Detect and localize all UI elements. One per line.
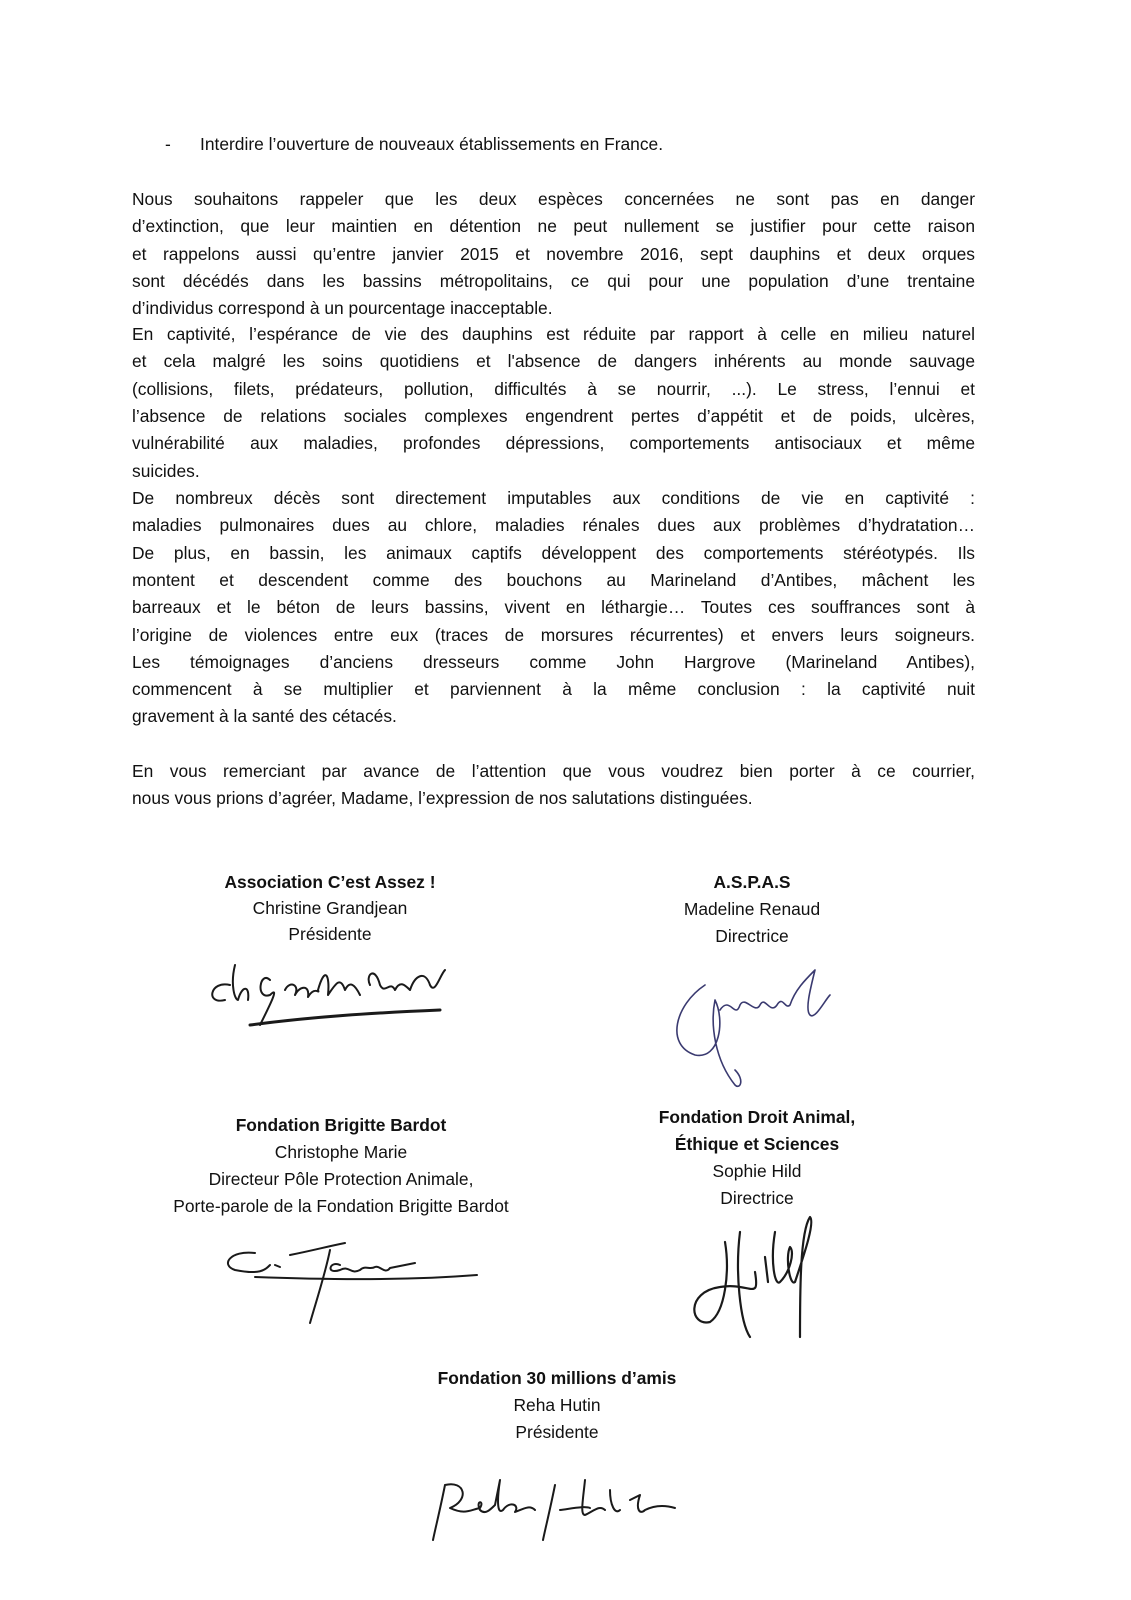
paragraph-line: d’extinction, que leur maintien en détention ne peut nullement se justifier pour cette raison [132,216,975,237]
signature-marie [215,1235,490,1335]
bullet-dash: - [165,134,171,154]
signatory-name: Christophe Marie [274,1142,408,1162]
paragraph-line: et rappelons aussi qu’entre janvier 2015 et novembre 2016, sept dauphins et deux orques [132,243,975,264]
signatory-name: Sophie Hild [712,1161,802,1181]
paragraph-line: Nous souhaitons rappeler que les deux espèces concernées ne sont pas en danger [132,189,975,209]
signatory-org: A.S.P.A.S [713,872,791,892]
paragraph-line: En vous remerciant par avance de l’attention que vous voudrez bien porter à ce courrier, [132,761,975,781]
signatory-role: Directeur Pôle Protection Animale, [208,1169,474,1189]
paragraph-line: commencent à se multiplier et parviennent à la même conclusion : la captivité nuit [132,679,975,700]
signatory-org: Fondation Brigitte Bardot [235,1115,447,1135]
signatory-c-est-assez [100,869,560,947]
signatory-name: Reha Hutin [513,1395,601,1415]
signatory-name: Madeline Renaud [683,899,821,919]
paragraph-line: De nombreux décès sont directement imputables aux conditions de vie en captivité : [132,488,975,508]
signatory-role: Présidente [288,924,372,944]
signatory-30-millions-d-amis [327,1365,787,1446]
paragraph-line: De plus, en bassin, les animaux captifs développent des comportements stéréotypés. Ils [132,542,975,563]
signature-hutin [425,1470,695,1550]
paragraph-line: Les témoignages d’anciens dresseurs comme John Hargrove (Marineland Antibes), [132,651,975,672]
paragraph-line: barreaux et le béton de leurs bassins, vivent en léthargie… Toutes ces souffrances sont à [132,597,975,618]
paragraph-line: gravement à la santé des cétacés. [132,706,397,727]
paragraph-line: nous vous prions d’agréer, Madame, l’expression de nos salutations distinguées. [132,788,753,809]
signatory-name: Christine Grandjean [252,898,408,918]
signatory-role: Porte-parole de la Fondation Brigitte Bardot [173,1196,509,1216]
signatory-role: Présidente [515,1422,599,1442]
signatory-role: Directrice [720,1188,794,1208]
paragraph-line: En captivité, l’espérance de vie des dauphins est réduite par rapport à celle en milieu naturel [132,324,975,344]
paragraph-line: l’origine de violences entre eux (traces de morsures récurrentes) et envers leurs soigneurs. [132,624,975,645]
signatory-org: Fondation 30 millions d’amis [437,1368,677,1388]
paragraph-line: maladies pulmonaires dues au chlore, maladies rénales dues aux problèmes d’hydratation… [132,515,975,536]
bullet-text: Interdire l’ouverture de nouveaux établissements en France. [200,134,664,154]
signatory-brigitte-bardot [111,1112,571,1220]
paragraph-line: d’individus correspond à un pourcentage inacceptable. [132,298,553,319]
signatory-role: Directrice [715,926,789,946]
paragraph-line: montent et descendent comme des bouchons au Marineland d’Antibes, mâchent les [132,569,975,590]
signatory-org-line2: Éthique et Sciences [674,1134,840,1154]
signatory-org: Association C’est Assez ! [224,872,436,892]
signature-grandjean [200,955,460,1035]
signature-hild [680,1212,830,1352]
signatory-org: Fondation Droit Animal, [658,1107,856,1127]
paragraph-line: vulnérabilité aux maladies, profondes dépressions, comportements antisociaux et même [132,433,975,454]
signatory-droit-animal [527,1104,987,1212]
paragraph-line: l’absence de relations sociales complexes engendrent pertes d’appétit et de poids, ulcères, [132,405,975,426]
paragraph-line: et cela malgré les soins quotidiens et l'absence de dangers inhérents au monde sauvage [132,351,975,372]
paragraph-line: suicides. [132,460,200,481]
signatory-aspas [522,869,982,950]
paragraph-line: (collisions, filets, prédateurs, pollution, difficultés à se nourrir, ...). Le stress, l’ennui et [132,378,975,399]
signature-renaud [665,960,845,1095]
paragraph-line: sont décédés dans les bassins métropolitains, ce qui pour une population d’une trentaine [132,270,975,291]
